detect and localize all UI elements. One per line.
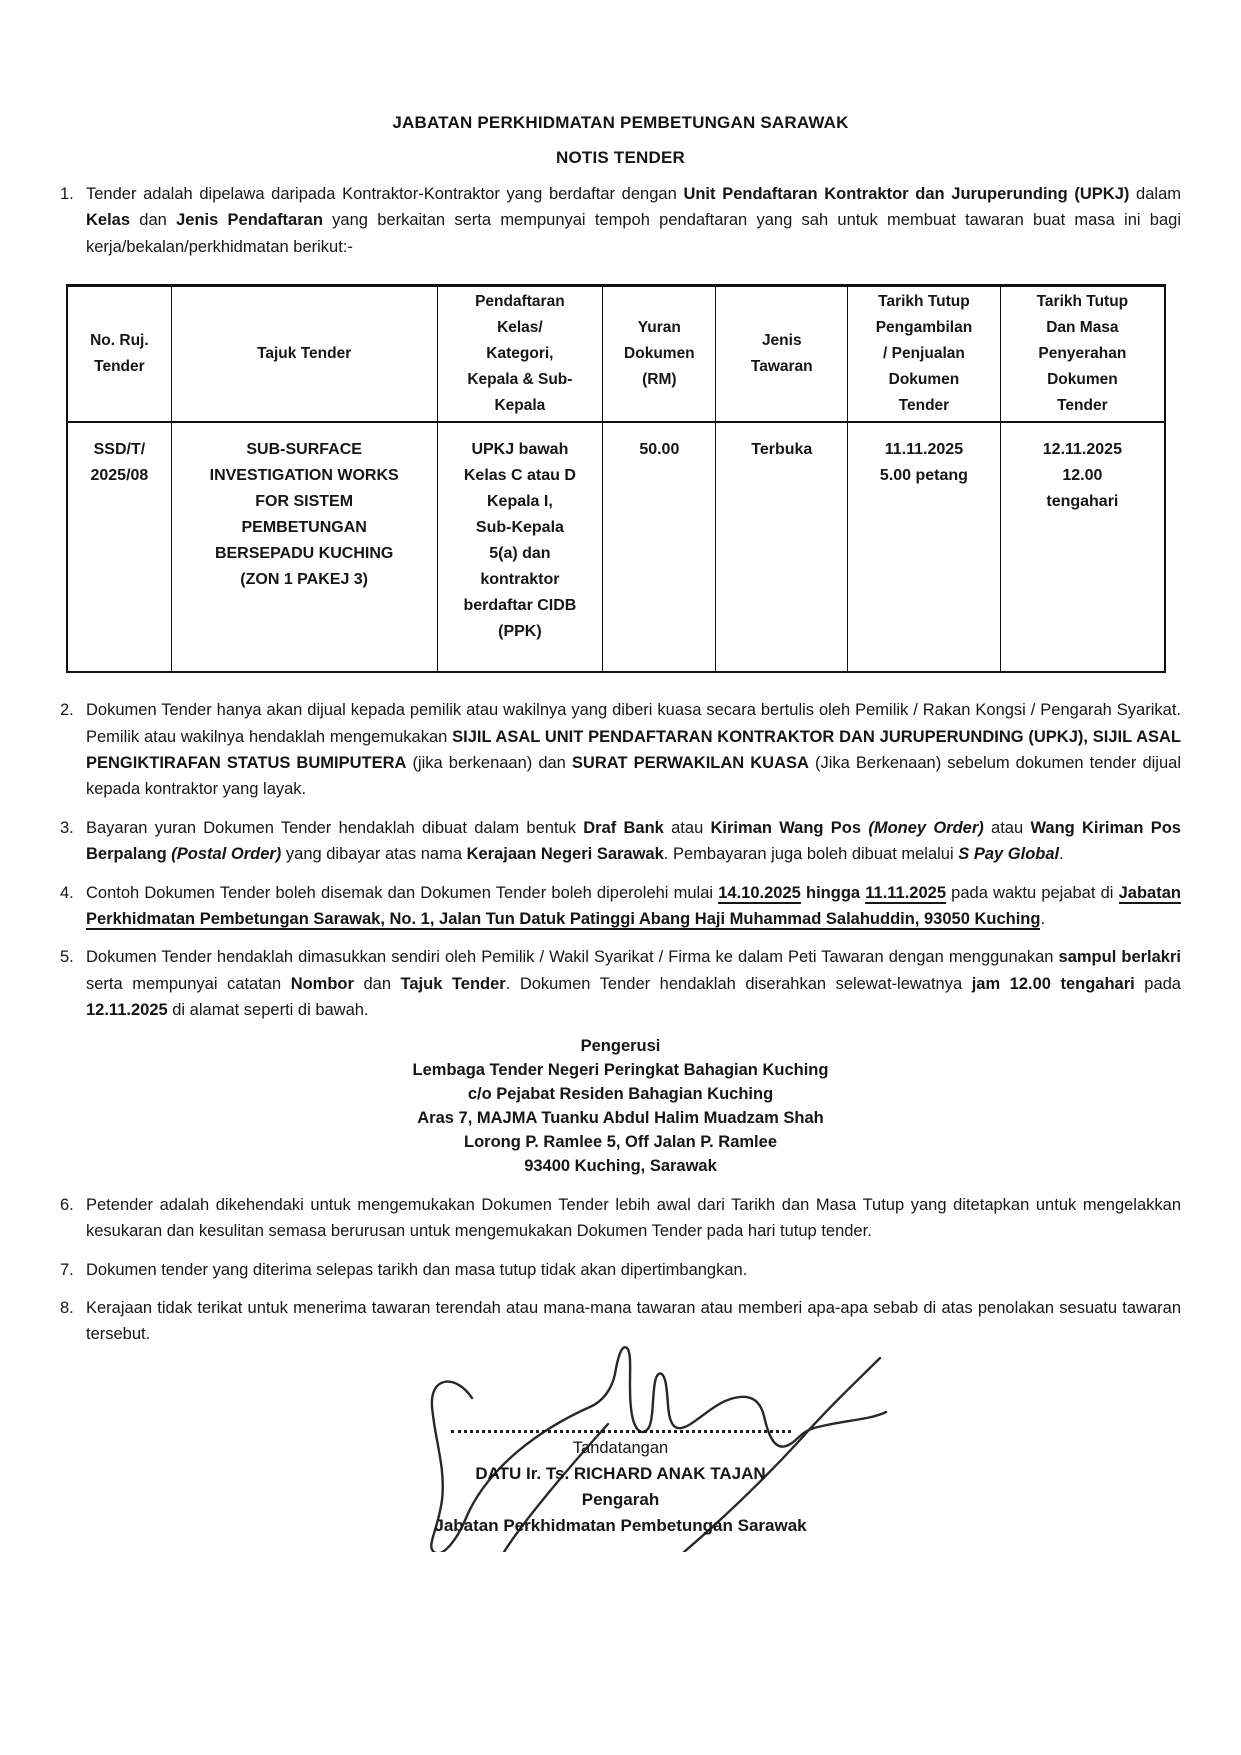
col-header-type: Jenis Tawaran [716, 286, 848, 423]
address-line-street: Lorong P. Ramlee 5, Off Jalan P. Ramlee [463, 1132, 777, 1151]
col-header-title: Tajuk Tender [171, 286, 437, 423]
item-text: Dokumen Tender hendaklah dimasukkan sendiri oleh Pemilik / Wakil Syarikat / Firma ke dalam Peti Tawaran dengan menggunakan sampul berlakri serta mempunyai catatan Nombor dan Tajuk Tender. Dokumen Tender hendaklah diserahkan selewat-lewatnya jam 12.00 tengahari pada 12.11.2025 di alamat seperti di bawah. [86, 948, 1181, 1020]
col-header-fee: Yuran Dokumen (RM) [603, 286, 716, 423]
cell-tender-ref: SSD/T/ 2025/08 [67, 422, 171, 672]
address-line-floor: Aras 7, MAJMA Tuanku Abdul Halim Muadzam Shah [417, 1108, 824, 1127]
signatory-organisation: Jabatan Perkhidmatan Pembetungan Sarawak [434, 1515, 807, 1535]
item-text: Tender adalah dipelawa daripada Kontraktor-Kontraktor yang berdaftar dengan Unit Pendaftaran Kontraktor dan Juruperunding (UPKJ) dalam Kelas dan Jenis Pendaftaran yang berkaitan serta mempunyai tempoh pendaftaran yang sah untuk membuat tawaran buat masa ini bagi kerja/bekalan/perkhidmatan berikut:- [86, 185, 1181, 256]
item-number: 1. [60, 185, 74, 203]
cell-closing-submission: 12.11.2025 12.00 tengahari [1000, 422, 1165, 672]
paragraph-6 [60, 1192, 1181, 1245]
col-header-ref: No. Ruj. Tender [67, 286, 171, 423]
table-row [67, 422, 1165, 672]
tender-table-header [67, 286, 1165, 423]
tender-table [66, 284, 1166, 673]
item-number: 4. [60, 883, 74, 902]
item-number: 7. [60, 1260, 74, 1279]
address-line-chairman: Pengerusi [580, 1036, 661, 1055]
signature-section [60, 1348, 1181, 1563]
submission-address-block [60, 1034, 1181, 1178]
item-text: Bayaran yuran Dokumen Tender hendaklah dibuat dalam bentuk Draf Bank atau Kiriman Wang Pos (Money Order) atau Wang Kiriman Pos Berpalang (Postal Order) yang dibayar atas nama Kerajaan Negeri Sarawak. Pembayaran juga boleh dibuat melalui S Pay Global. [86, 818, 1181, 864]
cell-tender-type: Terbuka [716, 422, 848, 672]
cell-fee: 50.00 [603, 422, 716, 672]
paragraph-5 [60, 944, 1181, 1023]
col-header-closing-submission: Tarikh Tutup Dan Masa Penyerahan Dokumen Tender [1000, 286, 1165, 423]
paragraph-2 [60, 697, 1181, 803]
signatory-name: DATU Ir. Ts. RICHARD ANAK TAJAN [475, 1463, 766, 1483]
col-header-registration: Pendaftaran Kelas/ Kategori, Kepala & Sub- Kepala [437, 286, 603, 423]
item-text: Kerajaan tidak terikat untuk menerima tawaran terendah atau mana-mana tawaran atau memberi apa-apa sebab di atas penolakan sesuatu tawaran tersebut. [86, 1298, 1181, 1344]
paragraph-3 [60, 815, 1181, 868]
item-text: Contoh Dokumen Tender boleh disemak dan Dokumen Tender boleh diperolehi mulai 14.10.2025 hingga 11.11.2025 pada waktu pejabat di Jabatan Perkhidmatan Pembetungan Sarawak, No. 1, Jalan Tun Datuk Patinggi Abang Haji Muhammad Salahuddin, 93050 Kuching. [86, 883, 1181, 929]
item-number: 2. [60, 701, 74, 720]
item-number: 8. [60, 1298, 74, 1317]
paragraph-4 [60, 880, 1181, 933]
item-text: Petender adalah dikehendaki untuk mengemukakan Dokumen Tender lebih awal dari Tarikh dan Masa Tutup yang ditetapkan untuk mengelakkan kesukaran dan kesulitan semasa berurusan untuk mengemukakan Dokumen Tender pada hari tutup tender. [86, 1195, 1181, 1241]
cell-tender-title: SUB-SURFACE INVESTIGATION WORKS FOR SISTEM PEMBETUNGAN BERSEPADU KUCHING (ZON 1 PAKEJ 3) [171, 422, 437, 672]
notice-type-heading: NOTIS TENDER [556, 148, 685, 167]
item-text: Dokumen tender yang diterima selepas tarikh dan masa tutup tidak akan dipertimbangkan. [86, 1260, 748, 1279]
signature-caption: Tandatangan [572, 1438, 669, 1457]
header-row [67, 286, 1165, 423]
col-header-closing-sale: Tarikh Tutup Pengambilan / Penjualan Dokumen Tender [848, 286, 1001, 423]
address-line-city: 93400 Kuching, Sarawak [524, 1156, 717, 1175]
item-text: Dokumen Tender hanya akan dijual kepada pemilik atau wakilnya yang diberi kuasa secara bertulis oleh Pemilik / Rakan Kongsi / Pengarah Syarikat. Pemilik atau wakilnya hendaklah mengemukakan SIJIL ASAL UNIT PENDAFTARAN KONTRAKTOR DAN JURUPERUNDING (UPKJ), SIJIL ASAL PENGIKTIRAFAN STATUS BUMIPUTERA (jika berkenaan) dan SURAT PERWAKILAN KUASA (Jika Berkenaan) sebelum dokumen tender dijual kepada kontraktor yang layak. [86, 701, 1181, 799]
item-number: 3. [60, 818, 74, 837]
address-line-co: c/o Pejabat Residen Bahagian Kuching [467, 1084, 774, 1103]
item-number: 5. [60, 948, 74, 967]
cell-closing-sale: 11.11.2025 5.00 petang [848, 422, 1001, 672]
paragraph-1 [60, 181, 1181, 260]
cell-registration: UPKJ bawah Kelas C atau D Kepala I, Sub-Kepala 5(a) dan kontraktor berdaftar CIDB (PPK) [437, 422, 603, 672]
item-number: 6. [60, 1195, 74, 1214]
signature-block [381, 1348, 861, 1539]
document-content [60, 112, 1181, 1563]
signature-dotted-line [451, 1430, 791, 1433]
page-title: JABATAN PERKHIDMATAN PEMBETUNGAN SARAWAK [392, 113, 849, 132]
address-line-board: Lembaga Tender Negeri Peringkat Bahagian Kuching [412, 1060, 829, 1079]
signatory-role: Pengarah [581, 1489, 660, 1509]
tender-table-body [67, 422, 1165, 672]
paragraph-8 [60, 1295, 1181, 1348]
paragraph-7 [60, 1257, 1181, 1283]
